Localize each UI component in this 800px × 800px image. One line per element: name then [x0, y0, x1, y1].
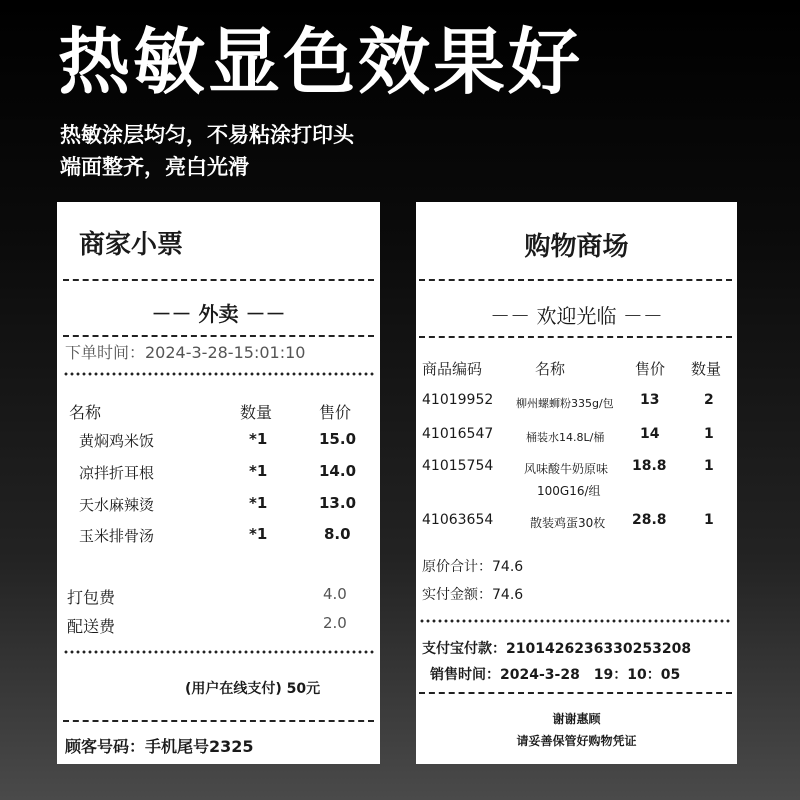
item-qty: *1 [249, 525, 268, 543]
column-header-name: 名称 [535, 360, 566, 378]
dashed-divider [63, 335, 374, 337]
item-name: 玉米排骨汤 [79, 527, 155, 545]
customer-phone: 顾客号码：手机尾号2325 [65, 737, 254, 756]
item-name: 风味酸牛奶原味 [524, 462, 609, 476]
shopping-receipt [416, 202, 737, 764]
dashed-divider [63, 720, 374, 722]
fee-value: 2.0 [323, 614, 347, 632]
order-time: 下单时间：2024-3-28-15:01:10 [65, 343, 306, 362]
sale-time: 销售时间：2024-3-28 19：10：05 [430, 667, 681, 683]
item-price: 13 [640, 392, 660, 408]
dashed-divider [419, 336, 732, 338]
item-qty: *1 [249, 430, 268, 448]
item-name: 黄焖鸡米饭 [79, 432, 155, 450]
column-header-code: 商品编码 [422, 360, 483, 378]
item-name: 天水麻辣烫 [79, 496, 155, 514]
item-name: 凉拌折耳根 [79, 464, 155, 482]
column-header-qty: 数量 [240, 403, 273, 422]
section-label: －－ 外卖 －－ [151, 302, 286, 326]
welcome-label: －－ 欢迎光临 －－ [490, 304, 663, 328]
dashed-divider [419, 692, 732, 694]
item-price: 28.8 [632, 512, 667, 528]
item-price: 15.0 [319, 430, 357, 448]
item-price: 18.8 [632, 458, 667, 474]
fee-label: 打包费 [67, 588, 116, 607]
payment-note: (用户在线支付) 50元 [185, 681, 321, 697]
thanks-note: 谢谢惠顾 [552, 712, 601, 726]
original-total: 原价合计：74.6 [422, 559, 524, 575]
item-name: 柳州螺蛳粉335g/包 [516, 397, 614, 410]
receipt-title: 商家小票 [79, 230, 184, 260]
item-price: 13.0 [319, 494, 357, 512]
item-qty: *1 [249, 494, 268, 512]
star-divider [63, 370, 375, 378]
item-qty: 1 [704, 512, 714, 528]
item-code: 41063654 [422, 512, 494, 528]
item-qty: *1 [249, 462, 268, 480]
alipay-payment: 支付宝付款：2101426236330253208 [422, 641, 692, 657]
column-header-price: 售价 [635, 360, 666, 378]
item-price: 14 [640, 426, 660, 442]
item-price: 8.0 [324, 525, 351, 543]
merchant-receipt [57, 202, 380, 764]
column-header-price: 售价 [319, 403, 352, 422]
star-divider [419, 617, 731, 625]
item-code: 41016547 [422, 426, 494, 442]
fee-label: 配送费 [67, 617, 116, 636]
subtitle-line-1: 热敏涂层均匀，不易粘涂打印头 [60, 123, 354, 147]
item-name: 散装鸡蛋30枚 [530, 516, 606, 530]
dashed-divider [419, 279, 732, 281]
item-qty: 1 [704, 458, 714, 474]
item-code: 41019952 [422, 392, 494, 408]
paid-total: 实付金额：74.6 [422, 587, 524, 603]
headline: 热敏显色效果好 [58, 20, 584, 104]
column-header-qty: 数量 [691, 360, 722, 378]
column-header-name: 名称 [69, 403, 102, 422]
receipt-title: 购物商场 [524, 232, 629, 262]
item-qty: 1 [704, 426, 714, 442]
keep-receipt-note: 请妥善保管好购物凭证 [516, 734, 637, 748]
dashed-divider [63, 279, 374, 281]
item-code: 41015754 [422, 458, 494, 474]
item-qty: 2 [704, 392, 714, 408]
star-divider [63, 648, 375, 656]
item-price: 14.0 [319, 462, 357, 480]
item-name: 桶装水14.8L/桶 [526, 431, 605, 444]
fee-value: 4.0 [323, 585, 347, 603]
subtitle-line-2: 端面整齐，亮白光滑 [60, 155, 249, 179]
item-name-line-2: 100G16/组 [537, 484, 601, 498]
